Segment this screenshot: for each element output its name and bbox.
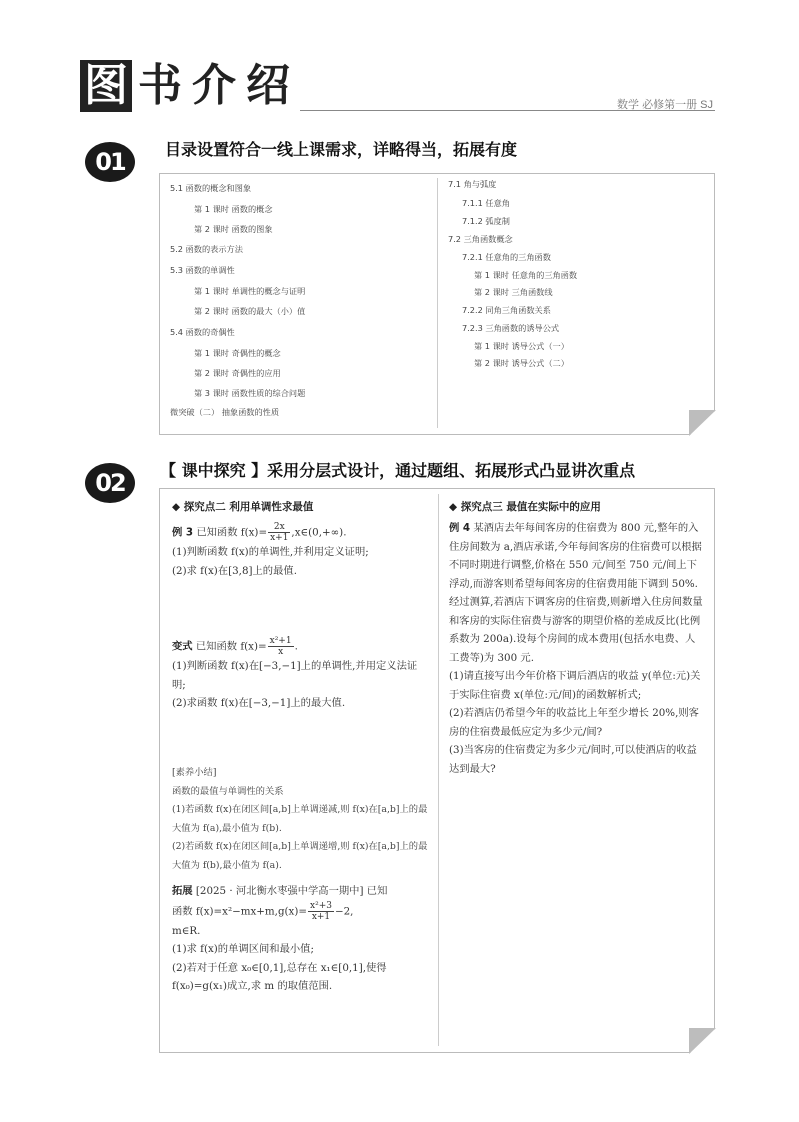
fraction bbox=[308, 901, 334, 922]
toc-entry: 7.1 角与弧度 bbox=[448, 179, 497, 189]
extension-statement bbox=[172, 901, 428, 922]
fraction-numerator: x²+1 bbox=[269, 636, 292, 646]
page-curl-corner bbox=[689, 1028, 716, 1054]
toc-entry: 第 3 课时 函数性质的综合问题 bbox=[194, 388, 306, 398]
example-3-statement bbox=[172, 522, 428, 543]
toc-entry: 7.2.3 三角函数的诱导公式 bbox=[462, 323, 560, 333]
example-4-body: 某酒店去年每间客房的住宿费为 800 元,整年的入住房间数为 a,酒店承诺,今年每间客房的住宿费可以根据不同时期进行调整,价格在 550 元/间至 750 元/间上下浮动,而游客则希望每间客房的住宿费用能下调到 50%.经过测算,若酒店下调客房的住宿费,则新增入住房间数量和客房的实际住宿费与游客的期望价格的差成反比(比例系数为 200a).设每个房间的成本费用(包括水电费、人工费等)为 300 元. bbox=[449, 522, 703, 664]
inquiry-point-heading: ◆ 探究点三 最值在实际中的应用 bbox=[449, 501, 601, 513]
example-3 bbox=[172, 522, 428, 580]
formula-text: ,x∈(0,+∞). bbox=[291, 526, 347, 539]
section-title: 目录设置符合一线上课需求，详略得当，拓展有度 bbox=[165, 140, 518, 159]
formula-text: 函数 f(x)=x²−mx+m,g(x)= bbox=[172, 905, 308, 917]
formula-text: −2, bbox=[334, 905, 354, 917]
toc-entry: 7.1.1 任意角 bbox=[462, 198, 510, 208]
toc-entry: 第 2 课时 诱导公式（二） bbox=[474, 358, 569, 368]
example-4-statement bbox=[449, 519, 705, 667]
toc-entry: 第 2 课时 三角函数线 bbox=[474, 287, 553, 297]
toc-right-column bbox=[448, 180, 708, 380]
extension-exercise bbox=[172, 882, 428, 996]
toc-entry: 微突破（二） 抽象函数的性质 bbox=[170, 407, 280, 417]
extension-label: 拓展 bbox=[172, 885, 193, 897]
toc-entry: 第 1 课时 函数的概念 bbox=[194, 204, 273, 214]
question-item: (1)判断函数 f(x)在[−3,−1]上的单调性,并用定义法证明; bbox=[172, 660, 418, 691]
extension-source: [2025 · 河北衡水枣强中学高一期中] bbox=[195, 885, 364, 897]
formula-text: . bbox=[294, 640, 298, 653]
toc-entry: 7.1.2 弧度制 bbox=[462, 216, 510, 226]
fraction-denominator: x bbox=[278, 647, 284, 657]
toc-entry: 第 2 课时 奇偶性的应用 bbox=[194, 368, 281, 378]
fraction bbox=[268, 522, 290, 543]
title-char: 介 bbox=[192, 60, 236, 111]
toc-entry: 5.2 函数的表示方法 bbox=[170, 244, 243, 254]
fraction-denominator: x+1 bbox=[270, 533, 289, 543]
inquiry-point-heading: ◆ 探究点二 利用单调性求最值 bbox=[172, 501, 314, 513]
formula-text: 已知函数 f(x)= bbox=[195, 640, 267, 653]
toc-entry: 7.2 三角函数概念 bbox=[448, 234, 513, 244]
example-label: 例 3 bbox=[172, 526, 194, 539]
book-subtitle: 数学 必修第一册 SJ bbox=[617, 99, 713, 111]
section-number-badge: 02 bbox=[85, 463, 135, 503]
question-item: (1)请直接写出今年价格下调后酒店的收益 y(单位:元)关于实际住宿费 x(单位:元/间)的函数解析式; bbox=[449, 670, 701, 701]
toc-column-divider bbox=[437, 178, 438, 428]
fraction-numerator: x²+3 bbox=[310, 900, 332, 911]
question-item: (2)求函数 f(x)在[−3,−1]上的最大值. bbox=[172, 697, 346, 709]
variant-exercise bbox=[172, 636, 428, 713]
toc-entry: 7.2.1 任意角的三角函数 bbox=[462, 252, 551, 262]
question-item: (2)若对于任意 x₀∈[0,1],总存在 x₁∈[0,1],使得 f(x₀)=g(x₁)成立,求 m 的取值范围. bbox=[172, 961, 387, 992]
toc-entry: 7.2.2 同角三角函数关系 bbox=[462, 305, 551, 315]
question-item: (1)求 f(x)的单调区间和最小值; bbox=[172, 943, 314, 955]
toc-entry: 5.4 函数的奇偶性 bbox=[170, 327, 235, 337]
variant-statement bbox=[172, 636, 428, 657]
fraction bbox=[268, 636, 294, 657]
toc-entry: 第 2 课时 函数的最大（小）值 bbox=[194, 306, 306, 316]
toc-entry: 第 2 课时 函数的图象 bbox=[194, 224, 273, 234]
toc-entry: 第 1 课时 奇偶性的概念 bbox=[194, 348, 281, 358]
question-item: (3)当客房的住宿费定为多少元/间时,可以使酒店的收益达到最大? bbox=[449, 744, 697, 775]
formula-text: 已知函数 f(x)= bbox=[196, 526, 268, 539]
question-item: (2)求 f(x)在[3,8]上的最值. bbox=[172, 564, 297, 577]
extension-header bbox=[172, 882, 428, 901]
literacy-summary bbox=[172, 764, 428, 875]
toc-entry: 5.3 函数的单调性 bbox=[170, 265, 235, 275]
fraction-numerator: 2x bbox=[268, 522, 290, 533]
toc-entry: 第 1 课时 任意角的三角函数 bbox=[474, 270, 578, 280]
toc-entry: 第 1 课时 单调性的概念与证明 bbox=[194, 286, 306, 296]
book-intro-title bbox=[80, 60, 294, 112]
section-number-badge: 01 bbox=[85, 142, 135, 182]
toc-entry: 第 1 课时 诱导公式（一） bbox=[474, 341, 569, 351]
summary-title: [素养小结] bbox=[172, 767, 217, 778]
fraction-denominator: x+1 bbox=[311, 911, 331, 922]
question-item: (2)若酒店仍希望今年的收益比上年至少增长 20%,则客房的住宿费最低应定为多少元/间? bbox=[449, 707, 699, 738]
section-title: 【 课中探究 】采用分层式设计，通过题组、拓展形式凸显讲次重点 bbox=[160, 461, 636, 480]
variant-label: 变式 bbox=[172, 640, 193, 653]
toc-left-column bbox=[170, 184, 430, 424]
example-label: 例 4 bbox=[449, 522, 471, 534]
summary-line: (1)若函数 f(x)在闭区间[a,b]上单调递减,则 f(x)在[a,b]上的最大值为 f(a),最小值为 f(b). bbox=[172, 804, 428, 834]
title-char: 图 bbox=[80, 60, 132, 112]
page-curl-corner bbox=[689, 410, 716, 436]
extension-condition: m∈R. bbox=[172, 924, 201, 937]
title-char: 书 bbox=[138, 60, 182, 111]
extension-intro: 已知 bbox=[366, 885, 388, 897]
summary-line: (2)若函数 f(x)在闭区间[a,b]上单调递增,则 f(x)在[a,b]上的最大值为 f(b),最小值为 f(a). bbox=[172, 841, 428, 871]
question-item: (1)判断函数 f(x)的单调性,并利用定义证明; bbox=[172, 546, 369, 558]
lesson-column-divider bbox=[438, 494, 439, 1046]
toc-entry: 5.1 函数的概念和图象 bbox=[170, 183, 252, 193]
title-char: 绍 bbox=[246, 60, 290, 111]
example-4 bbox=[449, 519, 705, 778]
summary-line: 函数的最值与单调性的关系 bbox=[172, 785, 284, 797]
